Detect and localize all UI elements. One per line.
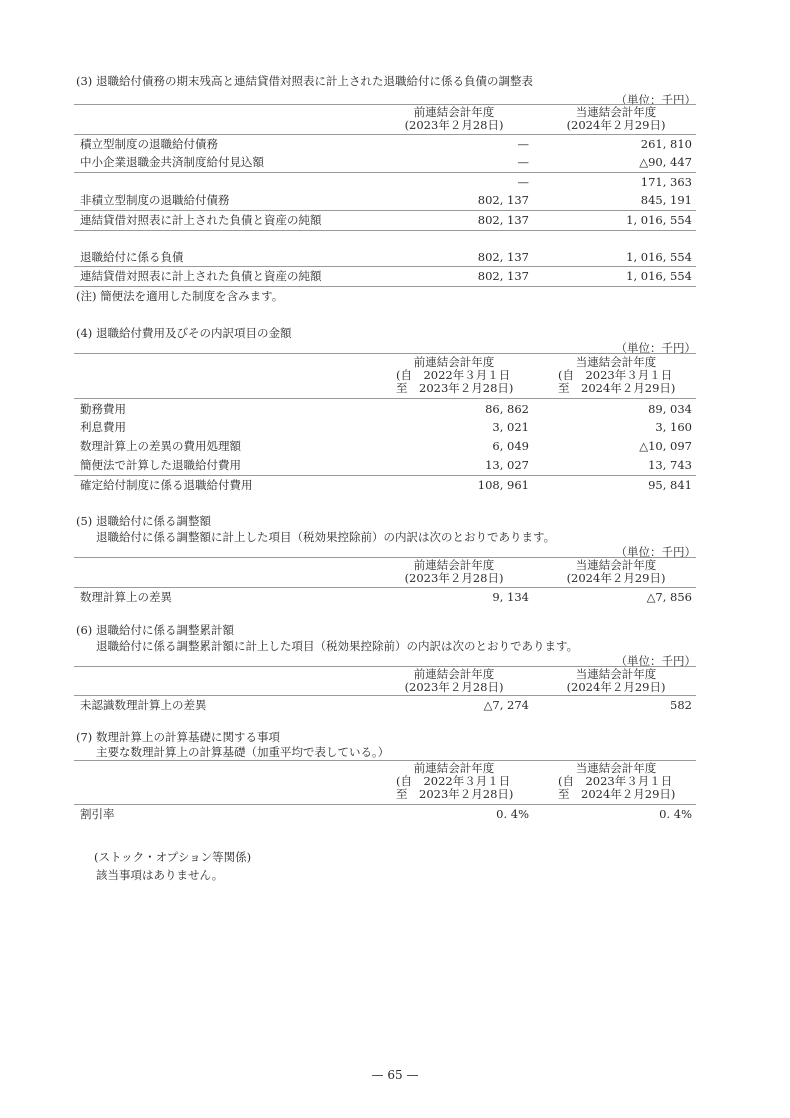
section-4-unit: （単位：千円） xyxy=(615,341,696,355)
column-header-current-year: 当連結会計年度 (自 2023年３月１日 至 2024年２月29日) xyxy=(558,355,676,395)
table-bottom-rule xyxy=(74,230,696,231)
table-row-subtotal: — 171, 363 xyxy=(517,175,692,189)
table-row: 勤務費用 86, 862 89, 034 xyxy=(80,402,692,416)
stock-options-body: 該当事項はありません。 xyxy=(96,868,224,882)
page-number: — 65 — xyxy=(371,1068,419,1082)
table-bottom-rule xyxy=(74,286,696,287)
column-header-current-year: 当連結会計年度 (2024年２月29日) xyxy=(566,667,666,694)
column-header-prior-year: 前連結会計年度 (自 2022年３月１日 至 2023年２月28日) xyxy=(396,761,514,801)
table-row-total: 連結貸借対照表に計上された負債と資産の純額 802, 137 1, 016, 554 xyxy=(80,213,692,227)
table-row: 利息費用 3, 021 3, 160 xyxy=(80,420,692,434)
header-bottom-rule xyxy=(74,398,696,399)
column-header-current-year: 当連結会計年度 (自 2023年３月１日 至 2024年２月29日) xyxy=(558,761,676,801)
section-6-description: 退職給付に係る調整累計額に計上した項目（税効果控除前）の内訳は次のとおりであります。 xyxy=(96,639,579,653)
table-row: 中小企業退職金共済制度給付見込額 — △90, 447 xyxy=(80,155,692,169)
column-header-prior-year: 前連結会計年度 (自 2022年３月１日 至 2023年２月28日) xyxy=(396,355,514,395)
section-5-unit: （単位：千円） xyxy=(615,545,696,559)
section-7-description: 主要な数理計算上の計算基礎（加重平均で表している。） xyxy=(96,745,390,759)
section-3-note: (注) 簡便法を適用した制度を含みます。 xyxy=(76,289,284,303)
section-6-title: (6) 退職給付に係る調整累計額 xyxy=(76,623,234,637)
table-row-total: 連結貸借対照表に計上された負債と資産の純額 802, 137 1, 016, 554 xyxy=(80,269,692,283)
table-row: 未認識数理計算上の差異 △7, 274 582 xyxy=(80,698,692,712)
column-header-prior-year: 前連結会計年度 (2023年２月28日) xyxy=(404,105,504,132)
table-row: 非積立型制度の退職給付債務 802, 137 845, 191 xyxy=(80,193,692,207)
table-row: 数理計算上の差異の費用処理額 6, 049 △10, 097 xyxy=(80,439,692,453)
section-4-title: (4) 退職給付費用及びその内訳項目の金額 xyxy=(76,326,292,340)
section-5-title: (5) 退職給付に係る調整額 xyxy=(76,514,211,528)
table-top-rule xyxy=(74,353,696,354)
column-header-prior-year: 前連結会計年度 (2023年２月28日) xyxy=(404,558,504,585)
column-header-prior-year: 前連結会計年度 (2023年２月28日) xyxy=(404,667,504,694)
table-row: 簡便法で計算した退職給付費用 13, 027 13, 743 xyxy=(80,458,692,472)
table-row: 積立型制度の退職給付債務 — 261, 810 xyxy=(80,137,692,151)
table-row-total: 確定給付制度に係る退職給付費用 108, 961 95, 841 xyxy=(80,478,692,492)
section-3-title: (3) 退職給付債務の期末残高と連結貸借対照表に計上された退職給付に係る負債の調整表 xyxy=(76,74,533,88)
section-5-description: 退職給付に係る調整額に計上した項目（税効果控除前）の内訳は次のとおりであります。 xyxy=(96,530,556,544)
table-row: 数理計算上の差異 9, 134 △7, 856 xyxy=(80,590,692,604)
table-row: 退職給付に係る負債 802, 137 1, 016, 554 xyxy=(80,250,692,264)
table-row: 割引率 0. 4% 0. 4% xyxy=(80,807,692,821)
column-header-current-year: 当連結会計年度 (2024年２月29日) xyxy=(566,105,666,132)
section-3-unit: （単位：千円） xyxy=(615,93,696,107)
stock-options-heading: (ストック・オプション等関係) xyxy=(94,850,252,864)
section-6-unit: （単位：千円） xyxy=(615,654,696,668)
column-header-current-year: 当連結会計年度 (2024年２月29日) xyxy=(566,558,666,585)
section-7-title: (7) 数理計算上の計算基礎に関する事項 xyxy=(76,730,280,744)
